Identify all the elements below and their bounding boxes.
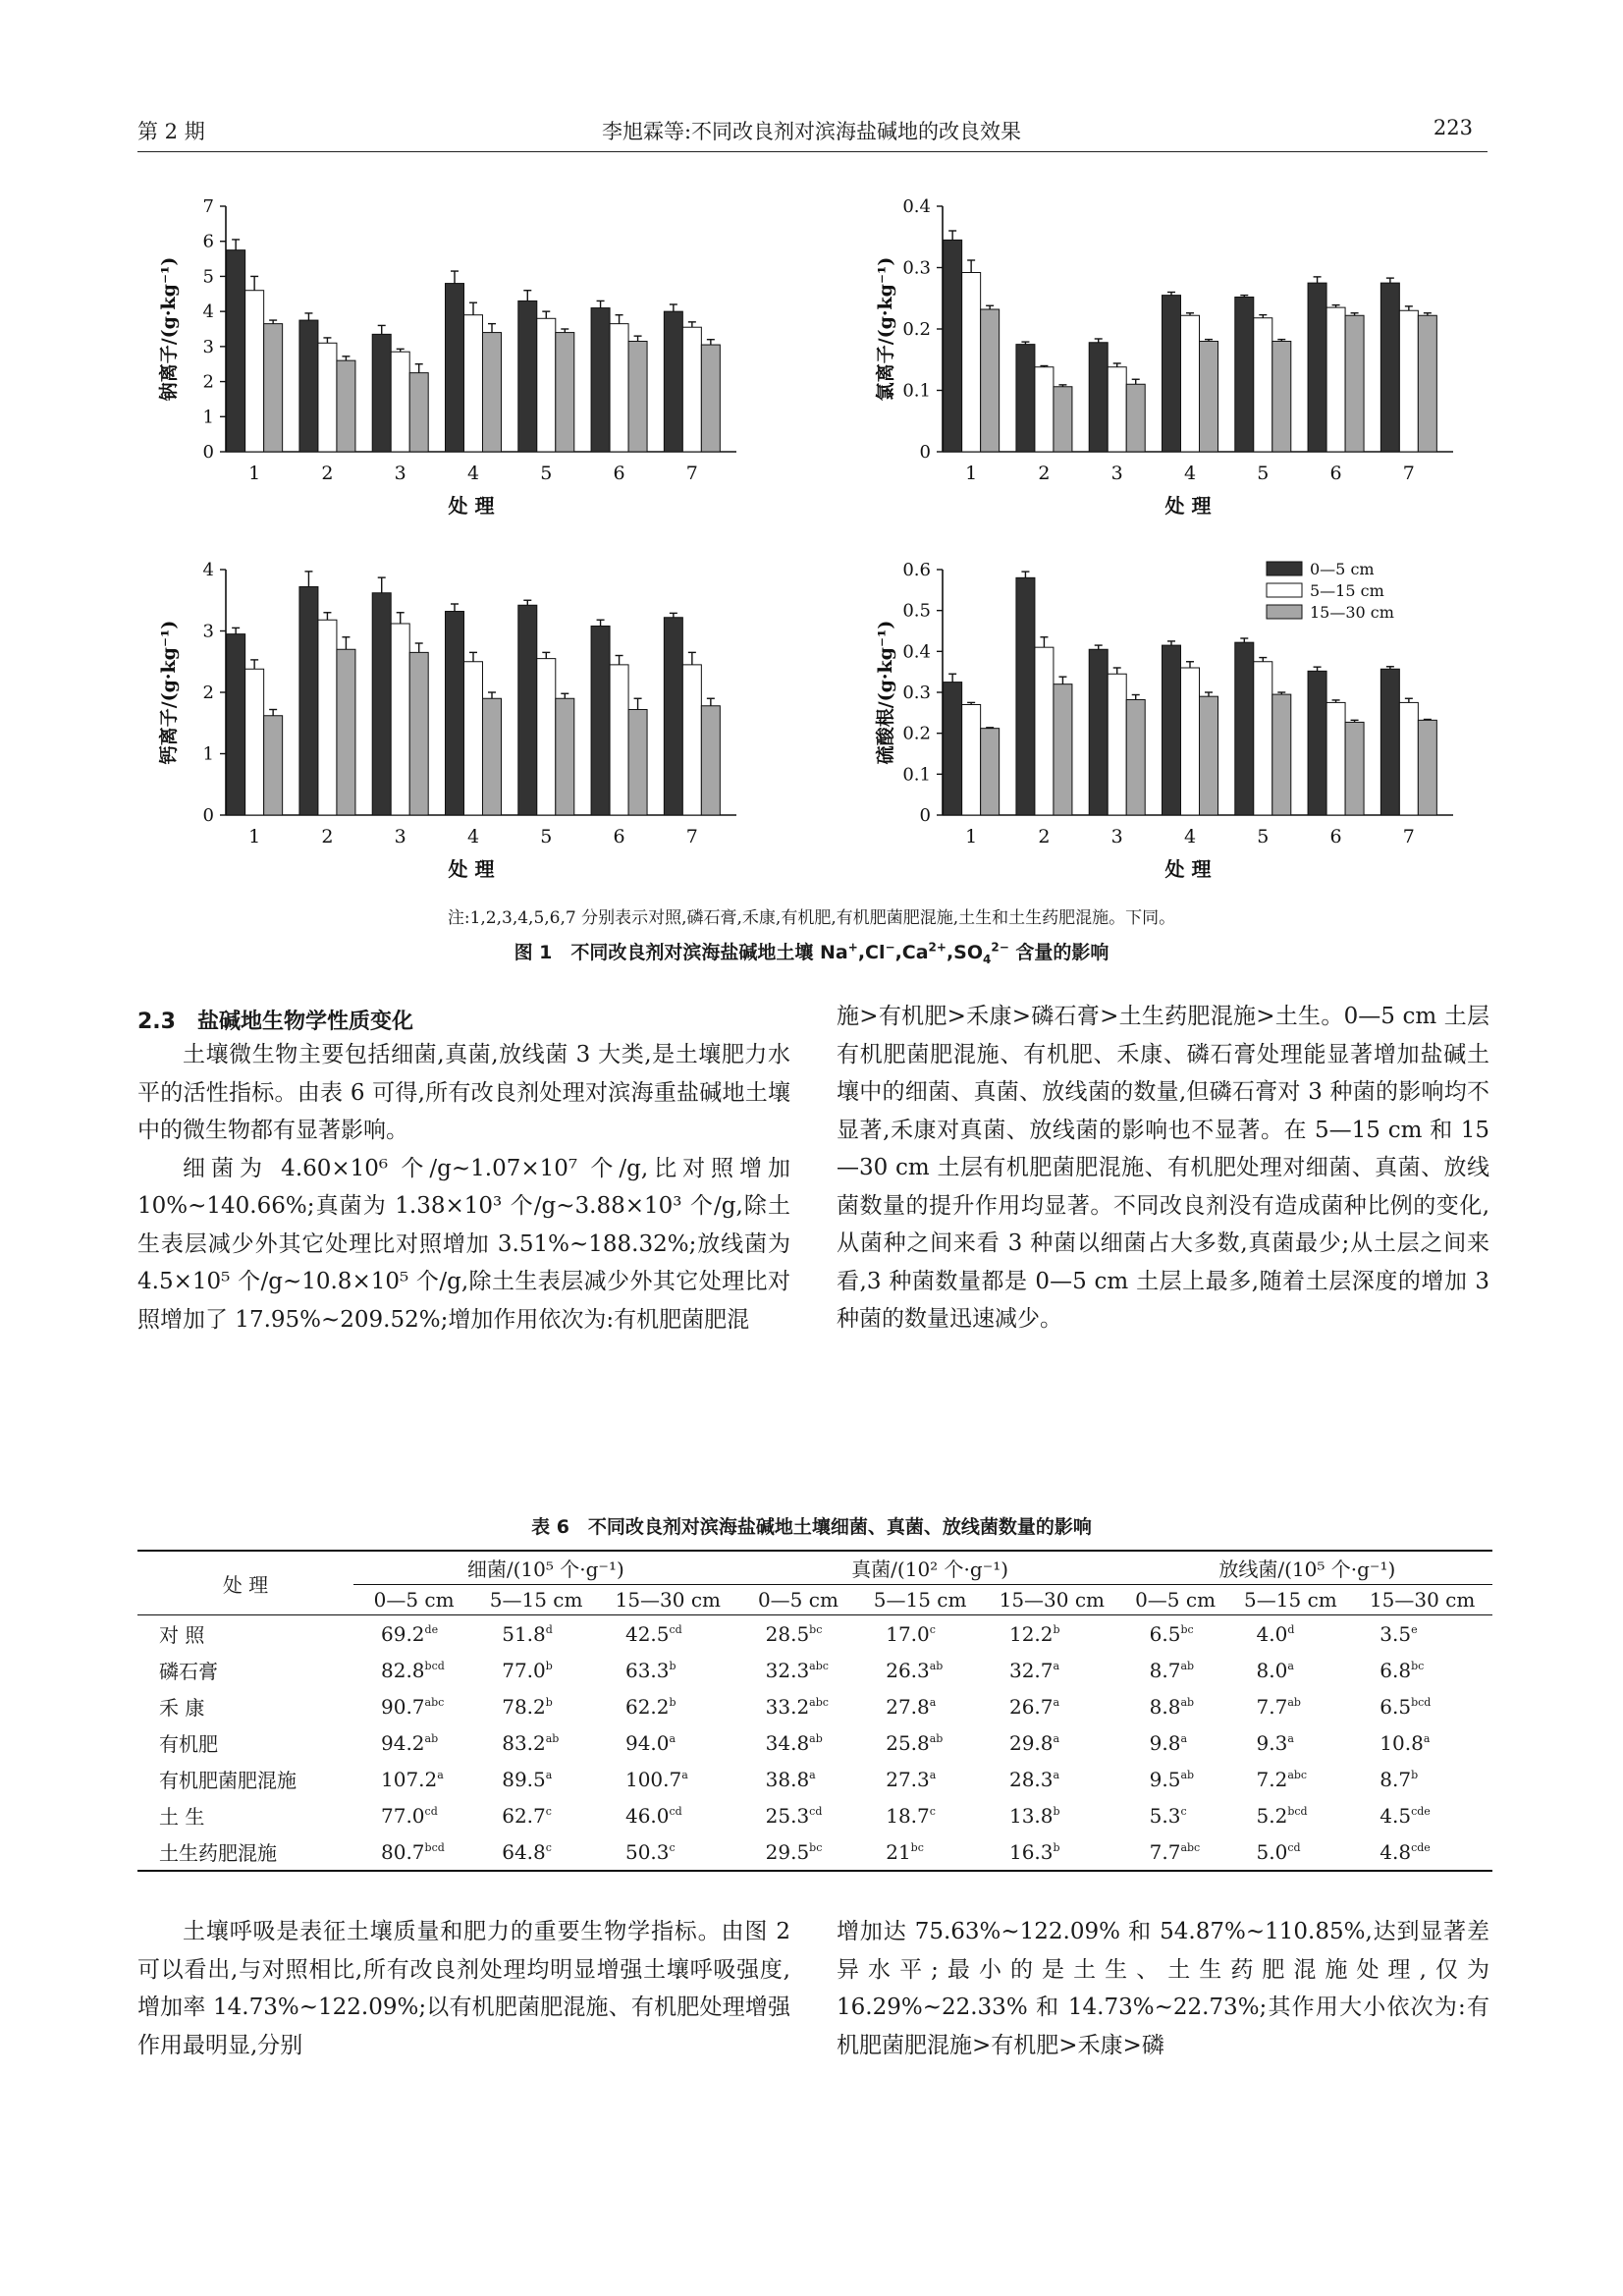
x-axis-label: 处 理 <box>448 857 495 881</box>
paragraph: 增加达 75.63%~122.09% 和 54.87%~110.85%,达到显著差异水平;最小的是土生、土生药肥混施处理,仅为 16.29%~22.33% 和 14.73%~22.73%;其作用大小依次为:有机肥菌肥混施>有机肥>禾康>磷 <box>837 1919 1489 2058</box>
legend-swatch <box>1267 562 1302 575</box>
bar <box>1399 702 1418 815</box>
table-cell: 5.2$^{bcd}$ <box>1256 1803 1308 1828</box>
bar <box>701 706 720 815</box>
table-cell: 94.0$^a$ <box>624 1730 676 1755</box>
bar <box>518 301 537 452</box>
y-tick-label: 4 <box>202 560 214 580</box>
bar <box>664 618 682 815</box>
paragraph: 土壤微生物主要包括细菌,真菌,放线菌 3 大类,是土壤肥力水平的活性指标。由表 6 可得,所有改良剂处理对滨海重盐碱地土壤中的微生物都有显著影响。 <box>137 1042 790 1143</box>
table-cell: 10.8$^a$ <box>1380 1730 1431 1755</box>
treatment-name: 禾 康 <box>159 1696 205 1720</box>
y-tick-label: 4 <box>202 301 214 323</box>
y-tick-label: 0.6 <box>902 560 931 580</box>
table-cell: 80.7$^{bcd}$ <box>353 1833 474 1871</box>
paragraph: 细菌为 4.60×10⁶ 个/g~1.07×10⁷ 个/g,比对照增加 10%~140.66%;真菌为 1.38×10³ 个/g~3.88×10³ 个/g,除土生表层减少外其它处理比对照增加 3.51%~188.32%;放线菌为 4.5×10⁵ 个/g~10.8×10⁵ 个/g,除土生表层减少外其它处理比对照增加了 17.95%~209.52%;增加作用依次为:有机肥菌肥混 <box>137 1155 790 1333</box>
x-tick-label: 3 <box>1110 826 1123 847</box>
bar <box>1326 702 1345 815</box>
table-cell: 8.8$^{ab}$ <box>1149 1694 1195 1719</box>
table-cell: 77.0$^{cd}$ <box>381 1803 438 1828</box>
table-cell: 28.5$^{bc}$ <box>765 1621 823 1646</box>
paragraph: 土壤呼吸是表征土壤质量和肥力的重要生物学指标。由图 2 可以看出,与对照相比,所有改良剂处理均明显增强土壤呼吸强度,增加率 14.73%~122.09%;以有机肥菌肥混施、有机肥处理增强作用最明显,分别 <box>137 1919 790 2058</box>
bar <box>591 308 610 452</box>
group-header-fungi: 真菌/(10² 个·g⁻¹) <box>738 1551 1122 1585</box>
bar <box>1126 384 1145 452</box>
bar <box>537 659 556 815</box>
y-tick-label: 2 <box>202 371 214 393</box>
treatment-name: 磷石膏 <box>159 1660 218 1683</box>
bar <box>682 327 701 452</box>
legend-swatch <box>1267 583 1302 597</box>
bar <box>1163 645 1181 815</box>
bar <box>944 683 962 815</box>
table-cell: 29.8$^a$ <box>1008 1730 1060 1755</box>
table-cell: 7.7$^{ab}$ <box>1256 1694 1301 1719</box>
table-row <box>137 1615 1492 1653</box>
y-tick-label: 1 <box>202 743 214 765</box>
bar <box>962 705 981 816</box>
bar <box>372 334 391 452</box>
table-cell: 100.7$^a$ <box>624 1767 688 1791</box>
y-tick-label: 0 <box>202 442 214 463</box>
y-tick-label: 0.4 <box>902 641 931 663</box>
bar <box>391 352 409 452</box>
table-cell: 16.3$^b$ <box>982 1833 1122 1871</box>
bar <box>1272 694 1291 815</box>
x-tick-label: 7 <box>685 463 698 484</box>
table-cell: 28.3$^a$ <box>1008 1767 1060 1791</box>
table-cell: 5.0$^{cd}$ <box>1229 1833 1353 1871</box>
x-tick-label: 5 <box>1257 463 1270 484</box>
bar <box>483 698 502 815</box>
x-tick-label: 5 <box>540 826 553 847</box>
bar <box>409 652 428 815</box>
table-caption: 表 6 不同改良剂对滨海盐碱地土壤细菌、真菌、放线菌数量的影响 <box>531 1516 1092 1538</box>
table-cell: 62.2$^b$ <box>624 1694 676 1719</box>
table-cell: 94.2$^{ab}$ <box>381 1730 439 1755</box>
x-tick-label: 6 <box>613 826 625 847</box>
table-cell: 62.7$^c$ <box>502 1803 552 1828</box>
section-heading: 2.3 盐碱地生物学性质变化 <box>137 1010 413 1034</box>
bar <box>1308 671 1326 815</box>
table-row <box>137 1652 1492 1688</box>
x-tick-label: 3 <box>394 826 406 847</box>
bar <box>1345 315 1364 452</box>
bar <box>944 240 962 452</box>
paragraph: 施>有机肥>禾康>磷石膏>土生药肥混施>土生。0—5 cm 土层有机肥菌肥混施、有机肥、禾康、磷石膏处理能显著增加盐碱土壤中的细菌、真菌、放线菌的数量,但磷石膏对 3 种菌的影响均不显著,禾康对真菌、放线菌的影响也不显著。在 5—15 cm 和 15—30 cm 土层有机肥菌肥混施、有机肥处理对细菌、真菌、放线菌数量的提升作用均显著。不同改良剂没有造成菌种比例的变化,从菌种之间来看 3 种菌以细菌占大多数,真菌最少;从土层之间来看,3 种菌数量都是 0—5 cm 土层上最多,随着土层深度的增加 3 种菌的数量迅速减少。 <box>837 1004 1489 1332</box>
bar <box>1326 307 1345 452</box>
table-row <box>137 1797 1492 1833</box>
table-cell: 8.7$^{ab}$ <box>1149 1658 1195 1682</box>
x-tick-label: 1 <box>248 463 261 484</box>
depth-subheader: 0—5 cm <box>353 1585 474 1615</box>
bar <box>537 318 556 452</box>
y-tick-label: 0.1 <box>902 764 931 786</box>
bar <box>446 612 464 816</box>
treatment-name: 有机肥 <box>159 1732 218 1756</box>
table-cell: 69.2de <box>381 1621 439 1646</box>
bar <box>1418 720 1436 815</box>
bar <box>1108 674 1126 815</box>
bar <box>391 624 409 815</box>
table-cell: 27.3$^a$ <box>886 1767 937 1791</box>
bar <box>1380 669 1399 815</box>
bar <box>556 333 574 452</box>
x-tick-label: 2 <box>321 463 334 484</box>
chart-calcium <box>137 550 766 894</box>
running-header-issue: 第 2 期 <box>137 120 205 143</box>
legend-swatch <box>1267 605 1302 619</box>
x-tick-label: 2 <box>1038 463 1051 484</box>
bar <box>264 716 283 815</box>
y-tick-label: 0.3 <box>902 257 931 279</box>
table-cell: 4.5$^{cde}$ <box>1380 1803 1431 1828</box>
bar <box>1016 577 1035 815</box>
bar <box>682 665 701 815</box>
bar <box>299 587 318 816</box>
bar <box>981 729 1000 815</box>
table-cell: 8.7$^b$ <box>1380 1767 1419 1791</box>
bar <box>518 605 537 815</box>
group-header-bacteria: 细菌/(10⁵ 个·g⁻¹) <box>353 1551 738 1585</box>
table-cell: 51.8$^d$ <box>502 1621 553 1646</box>
table-cell: 18.7$^c$ <box>886 1803 936 1828</box>
table-cell: 82.8$^{bcd}$ <box>381 1658 445 1682</box>
bar <box>664 311 682 452</box>
table-cell: 4.8$^{cde}$ <box>1352 1833 1492 1871</box>
table-cell: 6.8$^{bc}$ <box>1380 1658 1425 1682</box>
y-tick-label: 3 <box>202 621 214 642</box>
table-cell: 17.0$^c$ <box>886 1621 936 1646</box>
bar <box>318 620 337 815</box>
bar <box>1418 315 1436 452</box>
x-tick-label: 6 <box>1329 826 1342 847</box>
x-tick-label: 6 <box>1329 463 1342 484</box>
table-cell: 63.3$^b$ <box>624 1658 676 1682</box>
bar <box>591 627 610 816</box>
table-cell: 6.5$^{bcd}$ <box>1380 1694 1432 1719</box>
x-tick-label: 6 <box>613 463 625 484</box>
bar <box>556 698 574 815</box>
table-cell: 83.2$^{ab}$ <box>502 1730 560 1755</box>
table-cell: 78.2$^b$ <box>502 1694 553 1719</box>
bar <box>1254 662 1272 815</box>
bar <box>1380 283 1399 452</box>
figure-caption: 图 1 不同改良剂对滨海盐碱地土壤 $Na^+,Cl^-,Ca^{2+},SO_4^{2-}$ 含量的影响 <box>514 940 1109 966</box>
bar <box>1126 700 1145 816</box>
table-cell: 46.0$^{cd}$ <box>624 1803 682 1828</box>
bar <box>610 324 628 452</box>
bar <box>1089 649 1108 815</box>
table-cell: 4.0$^d$ <box>1256 1621 1295 1646</box>
x-axis-label: 处 理 <box>1164 494 1212 518</box>
y-tick-label: 0 <box>202 805 214 826</box>
y-tick-label: 0.2 <box>902 319 931 340</box>
table-cell: 32.3$^{abc}$ <box>765 1658 829 1682</box>
x-axis-label: 处 理 <box>1164 857 1212 881</box>
bar <box>1181 668 1200 815</box>
depth-subheader: 5—15 cm <box>1229 1585 1353 1615</box>
y-tick-label: 2 <box>202 683 214 703</box>
table-cell: 90.7$^{abc}$ <box>381 1694 445 1719</box>
bar <box>701 345 720 452</box>
y-axis-label: 钙离子/(g·kg⁻¹) <box>158 620 180 765</box>
table-cell: 13.8$^b$ <box>1008 1803 1060 1828</box>
bar <box>446 284 464 452</box>
bar <box>1200 696 1218 815</box>
bar <box>1200 342 1218 453</box>
bar <box>299 320 318 452</box>
x-tick-label: 5 <box>540 463 553 484</box>
x-tick-label: 7 <box>1402 463 1415 484</box>
bar <box>318 343 337 452</box>
bar <box>1272 342 1291 453</box>
x-tick-label: 2 <box>1038 826 1051 847</box>
depth-subheader: 15—30 cm <box>1352 1585 1492 1615</box>
y-tick-label: 1 <box>202 407 214 428</box>
table-cell: 7.7$^{abc}$ <box>1122 1833 1229 1871</box>
x-tick-label: 7 <box>1402 826 1415 847</box>
chart-chloride <box>854 187 1483 530</box>
bar <box>1108 367 1126 452</box>
x-tick-label: 1 <box>965 463 978 484</box>
bar <box>1254 318 1272 452</box>
y-axis-label: 钠离子/(g·kg⁻¹) <box>158 256 180 402</box>
bar <box>1054 684 1072 815</box>
depth-subheader: 5—15 cm <box>474 1585 598 1615</box>
figure-note: 注:1,2,3,4,5,6,7 分别表示对照,磷石膏,禾康,有机肥,有机肥菌肥混施,土生和土生药肥混施。下同。 <box>447 908 1176 928</box>
x-axis-label: 处 理 <box>448 494 495 518</box>
x-tick-label: 7 <box>685 826 698 847</box>
table-cell: 7.2$^{abc}$ <box>1256 1767 1308 1791</box>
y-tick-label: 0.1 <box>902 380 931 402</box>
bar <box>981 309 1000 452</box>
bar <box>1089 343 1108 452</box>
legend-label: 5—15 cm <box>1310 581 1384 600</box>
treatment-name: 有机肥菌肥混施 <box>159 1769 297 1792</box>
table-cell: 5.3$^c$ <box>1149 1803 1187 1828</box>
depth-subheader: 15—30 cm <box>982 1585 1122 1615</box>
table-cell: 25.8$^{ab}$ <box>886 1730 944 1755</box>
bar <box>245 291 264 452</box>
x-tick-label: 1 <box>248 826 261 847</box>
header-rule <box>137 151 1488 152</box>
bar <box>264 324 283 452</box>
bar <box>464 662 483 815</box>
bar <box>372 593 391 815</box>
bar <box>962 273 981 453</box>
depth-subheader: 15—30 cm <box>598 1585 738 1615</box>
treatment-name: 对 照 <box>159 1623 205 1647</box>
bar <box>1235 298 1254 453</box>
bar <box>1345 722 1364 815</box>
table-cell: 27.8$^a$ <box>886 1694 937 1719</box>
table-cell: 33.2$^{abc}$ <box>765 1694 829 1719</box>
table-row <box>137 1688 1492 1724</box>
bar <box>628 710 647 816</box>
bar <box>1016 345 1035 452</box>
table-cell: 25.3$^{cd}$ <box>765 1803 823 1828</box>
y-tick-label: 0 <box>919 805 931 826</box>
table-row <box>137 1761 1492 1797</box>
bar <box>227 250 245 452</box>
x-tick-label: 4 <box>1183 826 1197 847</box>
bar <box>483 333 502 452</box>
table-cell: 9.8$^a$ <box>1149 1730 1188 1755</box>
bar <box>464 315 483 452</box>
table-cell: 26.3$^{ab}$ <box>886 1658 944 1682</box>
chart-sodium <box>137 187 766 530</box>
bar <box>1035 647 1054 815</box>
table-cell: 107.2$^a$ <box>381 1767 444 1791</box>
bar <box>610 665 628 815</box>
bar <box>245 669 264 815</box>
depth-subheader: 0—5 cm <box>1122 1585 1229 1615</box>
table-cell: 3.5e <box>1380 1621 1418 1646</box>
body-right-column <box>837 998 1489 1339</box>
depth-subheader: 5—15 cm <box>858 1585 982 1615</box>
table-row <box>137 1724 1492 1761</box>
x-tick-label: 5 <box>1257 826 1270 847</box>
table-cell: 50.3$^c$ <box>598 1833 738 1871</box>
table-row-header: 处 理 <box>137 1551 353 1615</box>
table-cell: 6.5$^{bc}$ <box>1149 1621 1194 1646</box>
y-tick-label: 0.5 <box>902 600 931 622</box>
bar <box>337 649 355 815</box>
bar <box>227 634 245 815</box>
bar <box>1035 367 1054 452</box>
treatment-name: 土生药肥混施 <box>137 1833 353 1871</box>
table-cell: $21^{bc}$ <box>858 1833 982 1871</box>
bar <box>1181 315 1200 452</box>
table-cell: 8.0$^a$ <box>1256 1658 1294 1682</box>
bar <box>337 360 355 452</box>
table-cell: 77.0$^b$ <box>502 1658 553 1682</box>
table-6 <box>137 1550 1492 1872</box>
body-left-column <box>137 1036 790 1339</box>
y-tick-label: 0.3 <box>902 683 931 703</box>
table-row <box>137 1833 1492 1871</box>
y-tick-label: 0 <box>919 442 931 463</box>
table-cell: 9.3$^a$ <box>1256 1730 1294 1755</box>
table-cell: 42.5$^{cd}$ <box>624 1621 682 1646</box>
bar <box>1399 310 1418 452</box>
y-axis-label: 氯离子/(g·kg⁻¹) <box>875 256 896 402</box>
y-tick-label: 7 <box>202 196 214 217</box>
bar <box>1054 387 1072 452</box>
table-cell: 38.8$^a$ <box>765 1767 816 1791</box>
legend-label: 0—5 cm <box>1310 560 1375 578</box>
x-tick-label: 3 <box>394 463 406 484</box>
y-tick-label: 0.2 <box>902 723 931 744</box>
x-tick-label: 4 <box>466 826 480 847</box>
x-tick-label: 4 <box>466 463 480 484</box>
bar <box>1163 296 1181 452</box>
table-cell: 9.5$^{ab}$ <box>1149 1767 1195 1791</box>
bar <box>1235 642 1254 815</box>
table-cell: 89.5$^a$ <box>502 1767 553 1791</box>
x-tick-label: 1 <box>965 826 978 847</box>
treatment-name: 土 生 <box>159 1805 205 1829</box>
table-cell: 32.7$^a$ <box>1008 1658 1060 1682</box>
body-bottom-left <box>137 1913 790 2064</box>
y-tick-label: 6 <box>202 231 214 252</box>
y-tick-label: 5 <box>202 266 214 288</box>
page-number: 223 <box>1433 116 1473 139</box>
bar <box>409 373 428 452</box>
table-cell: 64.8$^c$ <box>474 1833 598 1871</box>
x-tick-label: 3 <box>1110 463 1123 484</box>
x-tick-label: 2 <box>321 826 334 847</box>
table-cell: 26.7$^a$ <box>1008 1694 1060 1719</box>
depth-subheader: 0—5 cm <box>738 1585 859 1615</box>
y-axis-label: 硫酸根/(g·kg⁻¹) <box>875 620 896 765</box>
table-cell: 29.5$^{bc}$ <box>738 1833 859 1871</box>
body-bottom-right <box>837 1913 1489 2064</box>
chart-sulfate <box>854 550 1483 894</box>
bar <box>1308 283 1326 452</box>
group-header-actinomycetes: 放线菌/(10⁵ 个·g⁻¹) <box>1122 1551 1492 1585</box>
x-tick-label: 4 <box>1183 463 1197 484</box>
y-tick-label: 0.4 <box>902 196 931 217</box>
legend-label: 15—30 cm <box>1310 603 1394 622</box>
y-tick-label: 3 <box>202 336 214 357</box>
table-cell: 34.8$^{ab}$ <box>765 1730 823 1755</box>
table-cell: 12.2$^b$ <box>1008 1621 1060 1646</box>
running-header-title: 李旭霖等:不同改良剂对滨海盐碱地的改良效果 <box>601 120 1022 143</box>
bar <box>628 342 647 453</box>
